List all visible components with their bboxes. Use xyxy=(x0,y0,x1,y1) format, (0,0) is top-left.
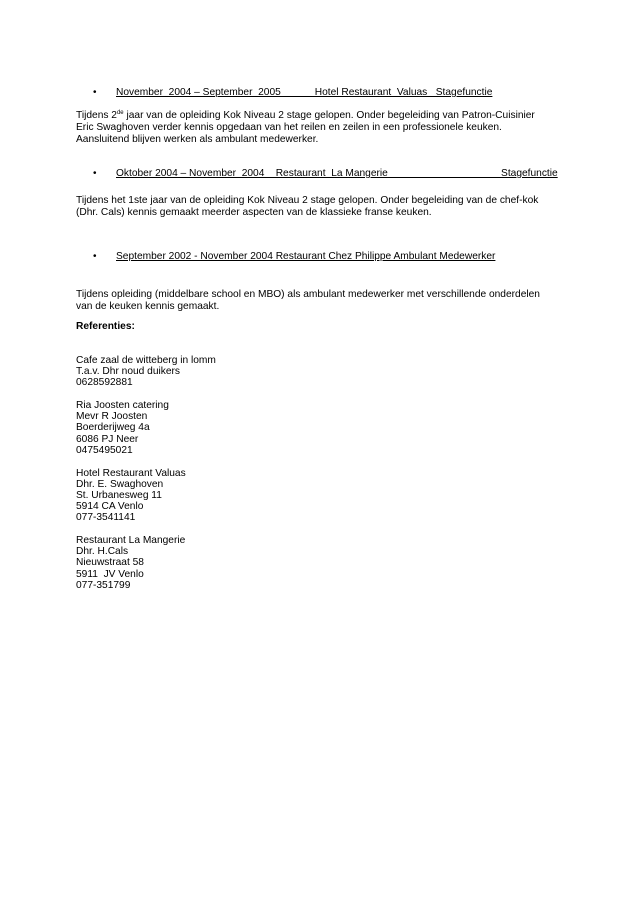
reference-line: St. Urbanesweg 11 xyxy=(76,489,162,501)
reference-block xyxy=(76,400,376,456)
reference-line: Hotel Restaurant Valuas xyxy=(76,467,186,479)
reference-line: 5911 JV Venlo xyxy=(76,568,144,580)
reference-line: 0628592881 xyxy=(76,377,133,389)
reference-line: 077-351799 xyxy=(76,579,131,591)
reference-line: 5914 CA Venlo xyxy=(76,501,144,513)
experience-description-3: Tijdens opleiding (middelbare school en MBO) als ambulant medewerker met verschillende onderdelen van de keuken kennis gemaakt. xyxy=(76,289,540,312)
reference-line: 077-3541141 xyxy=(76,512,136,524)
reference-line: Cafe zaal de witteberg in lomm xyxy=(76,355,216,366)
references-heading: Referenties: xyxy=(76,321,135,332)
reference-block xyxy=(76,535,376,591)
reference-block xyxy=(76,468,376,524)
reference-line: Restaurant La Mangerie xyxy=(76,534,186,546)
reference-line: Dhr. E. Swaghoven xyxy=(76,478,164,490)
bullet-icon: • xyxy=(93,168,97,179)
reference-block xyxy=(76,355,376,389)
reference-line: Nieuwstraat 58 xyxy=(76,557,144,569)
experience-description-2: Tijdens het 1ste jaar van de opleiding Kok Niveau 2 stage gelopen. Onder begeleiding van de chef-kok (Dhr. Cals) kennis gemaakt meerder aspecten van de klassieke franse keuken. xyxy=(76,195,539,218)
reference-line: Mevr R Joosten xyxy=(76,411,148,423)
reference-line: Dhr. H.Cals xyxy=(76,546,129,558)
reference-line: 0475495021 xyxy=(76,444,133,456)
job-line: Oktober 2004 – November 2004 Restaurant La Mangerie Stagefunctie xyxy=(116,168,558,179)
job-line: November 2004 – September 2005 Hotel Restaurant Valuas Stagefunctie xyxy=(116,87,493,98)
reference-line: 6086 PJ Neer xyxy=(76,433,139,445)
bullet-icon: • xyxy=(93,251,97,262)
reference-line: Ria Joosten catering xyxy=(76,400,169,412)
reference-line: T.a.v. Dhr noud duikers xyxy=(76,366,180,378)
job-line: September 2002 - November 2004 Restaurant Chez Philippe Ambulant Medewerker xyxy=(116,251,496,262)
experience-description-1: Tijdens 2de jaar van de opleiding Kok Niveau 2 stage gelopen. Onder begeleiding van Patron-Cuisinier Eric Swaghoven verder kennis opgedaan van het reilen en zeilen in een professionele keuken. Aansluitend blijven werken als ambulant medewerker. xyxy=(76,110,535,145)
references-list xyxy=(76,355,376,602)
bullet-icon: • xyxy=(93,87,97,98)
reference-line: Boerderijweg 4a xyxy=(76,422,150,434)
